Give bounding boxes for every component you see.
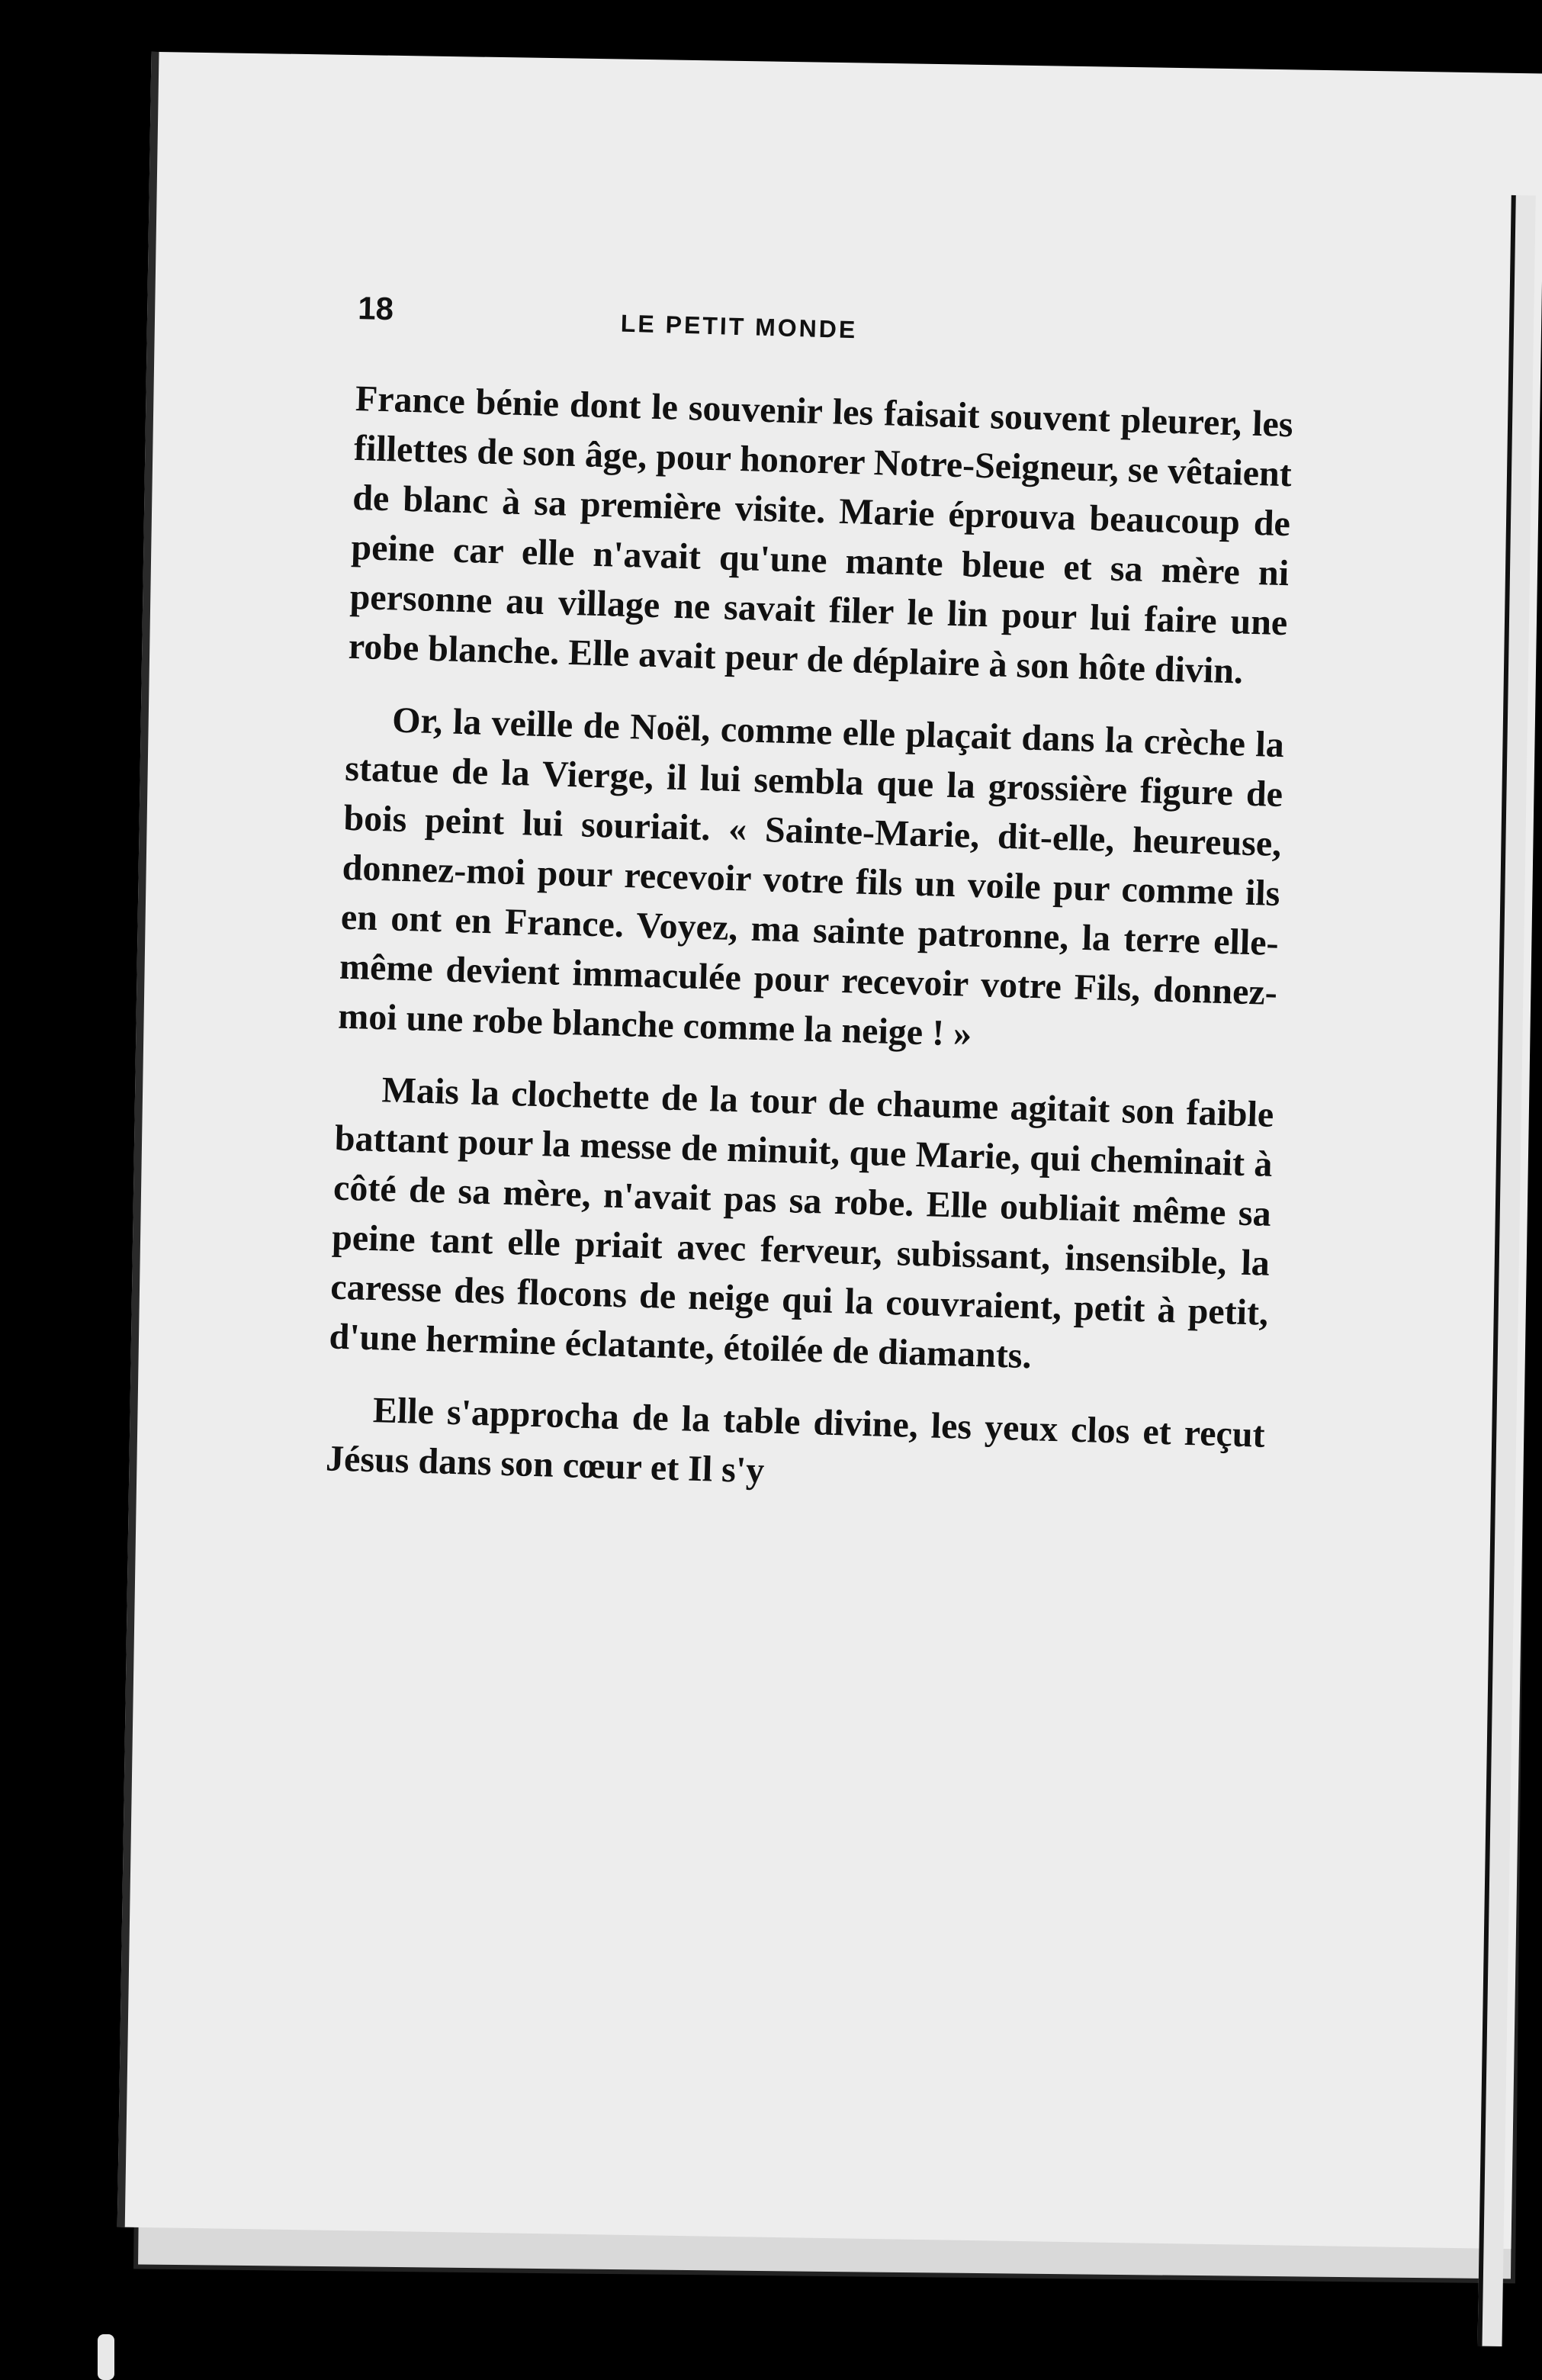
paragraph-4: Elle s'approcha de la table divine, les yeux clos et reçut Jésus dans son cœur et Il s'y: [325, 1390, 1266, 1491]
page-number: 18: [357, 290, 394, 327]
paragraph-1: France bénie dont le souvenir les faisait souvent pleurer, les fillettes de son âge, pour honorer Notre-Seigneur, se vêtaient de blanc à sa première visite. Marie éprouva beaucoup de peine car elle n'avait qu'une mante bleue et sa mère ni personne au village ne savait filer le lin pour lui faire une robe blanche. Elle avait peur de déplaire à son hôte divin.: [348, 378, 1294, 692]
paragraph-3: Mais la clochette de la tour de chaume agitait son faible battant pour la messe de minuit, que Marie, qui cheminait à côté de sa mère, n'avait pas sa robe. Elle oubliait même sa peine tant elle priait avec ferveur, subissant, insensible, la caresse des flocons de neige qui la couvraient, petit à petit, d'une hermine éclatante, étoilée de diamants.: [328, 1069, 1275, 1377]
page-content: [325, 290, 1296, 1510]
running-title: LE PETIT MONDE: [620, 309, 858, 344]
paragraph-2: Or, la veille de Noël, comme elle plaçait dans la crèche la statue de la Vierge, il lui sembla que la grossière figure de bois peint lui souriait. « Sainte-Marie, dit-elle, heureuse, donnez-moi pour recevoir votre fils un voile pur comme ils en ont en France. Voyez, ma sainte patronne, la terre elle-même devient immaculée pour recevoir votre Fils, donnez-moi une robe blanche comme la neige ! »: [337, 700, 1285, 1054]
scan-artifact: [98, 2334, 114, 2380]
